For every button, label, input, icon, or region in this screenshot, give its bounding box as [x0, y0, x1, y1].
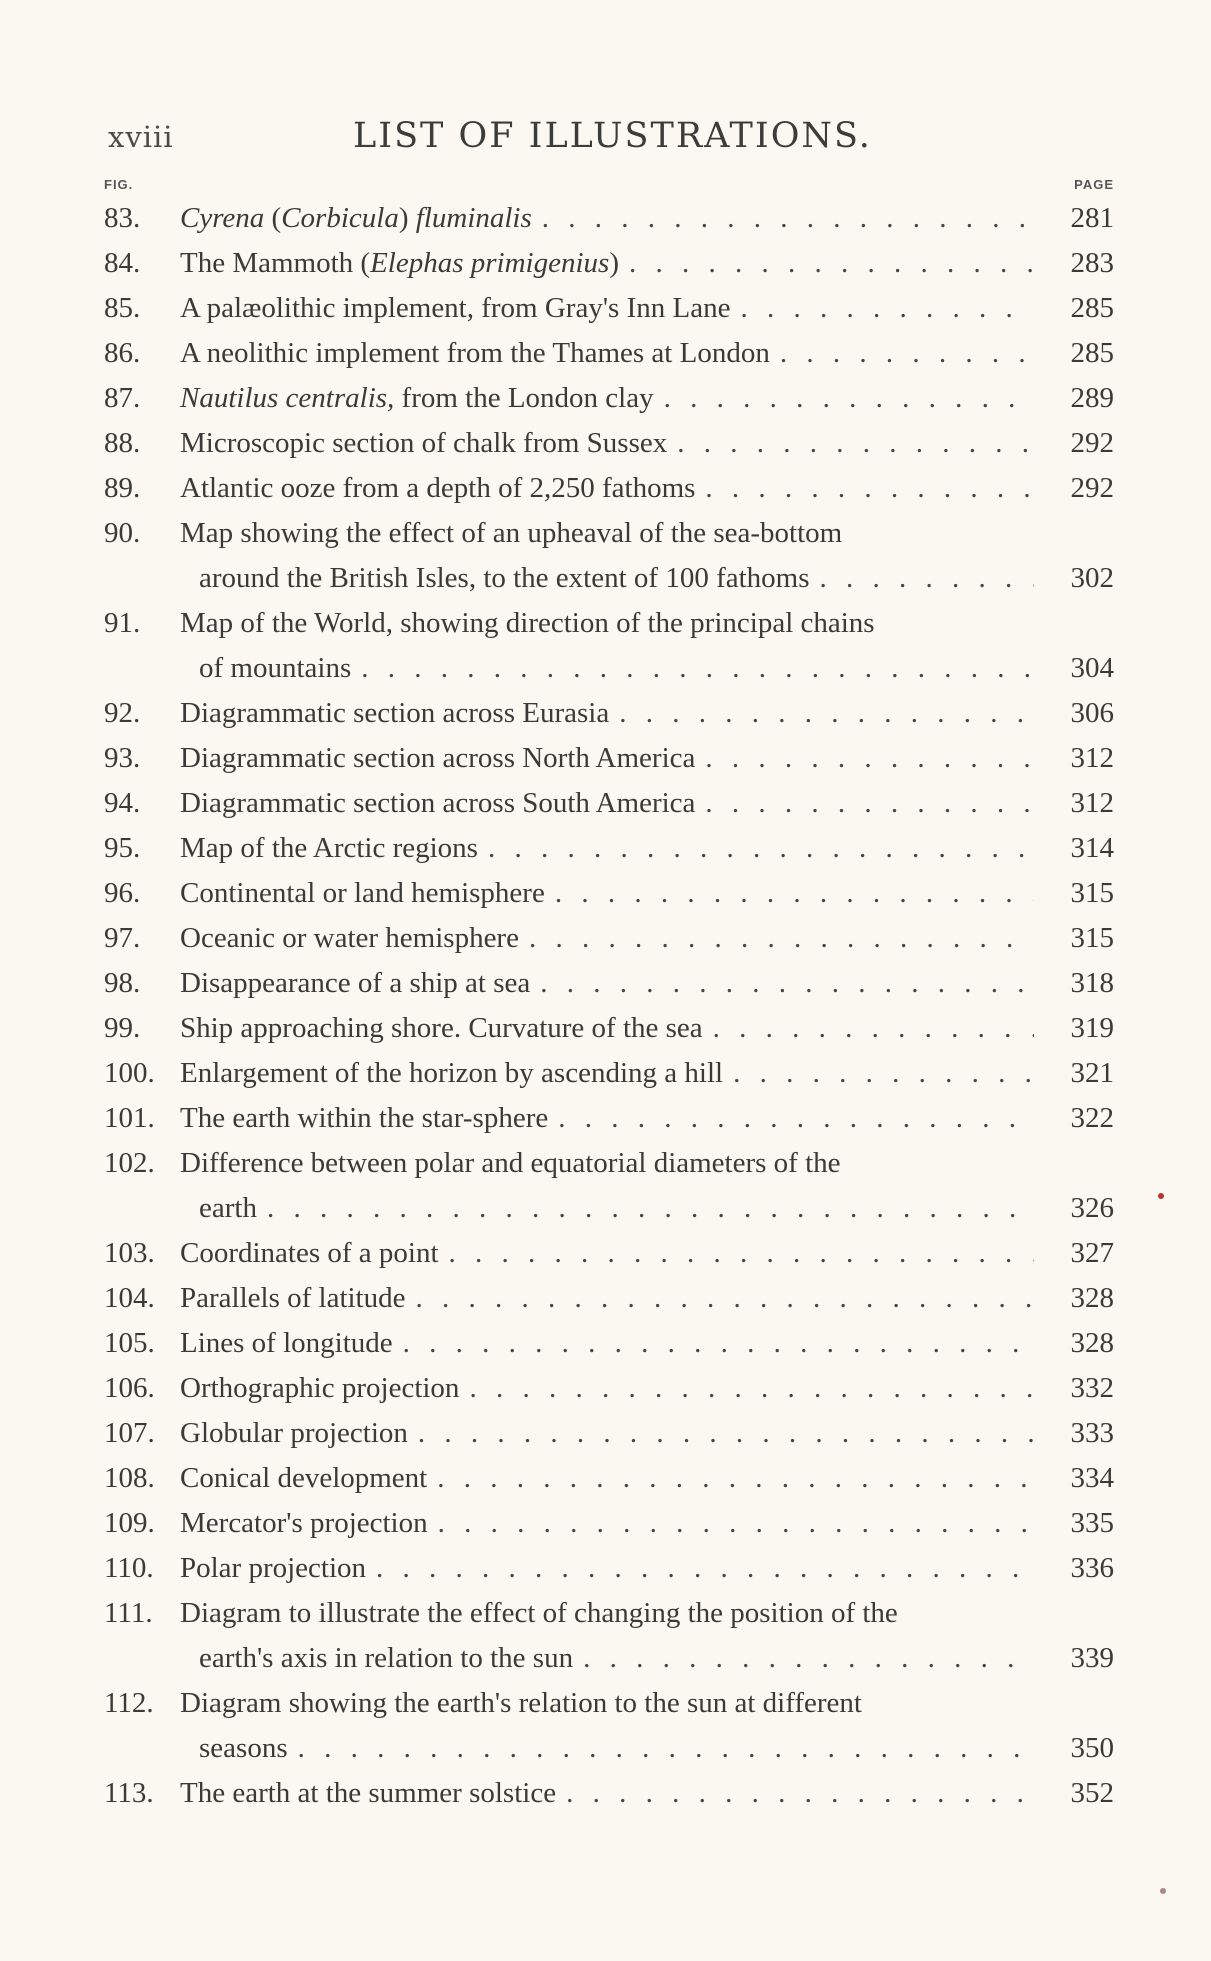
entry-line [104, 1501, 1114, 1546]
dot-leader [427, 1456, 1034, 1501]
dot-leader [573, 1636, 1034, 1681]
entry-line [104, 1366, 1114, 1411]
page-reference: 281 [1070, 202, 1114, 234]
entry-text-row [180, 241, 1114, 286]
entry-text-row [199, 1186, 1114, 1231]
entry-text-row [180, 691, 1114, 736]
entry-line [104, 1411, 1114, 1456]
list-item [104, 1501, 1114, 1546]
list-item [104, 1321, 1114, 1366]
ink-speck [1158, 1193, 1164, 1199]
figure-number: 97. [104, 922, 141, 954]
page-reference: 335 [1070, 1507, 1114, 1539]
dot-leader [257, 1186, 1034, 1231]
list-item [104, 1771, 1114, 1816]
list-item [104, 1141, 1114, 1231]
list-item [104, 1051, 1114, 1096]
entry-line [104, 1276, 1114, 1321]
dot-leader [654, 376, 1034, 421]
page-reference: 289 [1070, 382, 1114, 414]
figure-title: Diagrammatic section across Eurasia [180, 697, 610, 729]
figure-number: 112. [104, 1687, 154, 1719]
page-reference: 321 [1070, 1057, 1114, 1089]
entry-line [104, 1051, 1114, 1096]
page-reference: 283 [1070, 247, 1114, 279]
dot-leader [695, 781, 1034, 826]
page-reference: 319 [1070, 1012, 1114, 1044]
figure-number: 103. [104, 1237, 155, 1269]
entry-line [104, 1456, 1114, 1501]
dot-leader [609, 691, 1034, 736]
figure-title-continuation: of mountains [199, 652, 352, 684]
figure-number: 111. [104, 1597, 153, 1629]
figure-title: Map of the World, showing direction of the principal chains [180, 607, 875, 639]
entry-text-row [180, 421, 1114, 466]
page-reference: 318 [1070, 967, 1114, 999]
figure-number: 100. [104, 1057, 155, 1089]
page-reference: 339 [1070, 1642, 1114, 1674]
entry-text-row [180, 1681, 1114, 1726]
figure-title: Orthographic projection [180, 1372, 460, 1404]
entry-text-row [180, 781, 1114, 826]
list-item [104, 1006, 1114, 1051]
page-reference: 322 [1070, 1102, 1114, 1134]
list-item [104, 241, 1114, 286]
figure-number: 93. [104, 742, 141, 774]
figure-number: 96. [104, 877, 141, 909]
list-item [104, 466, 1114, 511]
entry-text-row [180, 1231, 1114, 1276]
list-item [104, 286, 1114, 331]
dot-leader [530, 961, 1034, 1006]
figure-title: A palæolithic implement, from Gray's Inn Lane [180, 292, 731, 324]
dot-leader [406, 1276, 1035, 1321]
figure-title: Diagram showing the earth's relation to the sun at different [180, 1687, 862, 1719]
figure-title: Conical development [180, 1462, 428, 1494]
entry-text-row [180, 916, 1114, 961]
entry-line [104, 1006, 1114, 1051]
list-item [104, 916, 1114, 961]
figure-title: Diagrammatic section across South America [180, 787, 696, 819]
figure-title: Diagram to illustrate the effect of changing the position of the [180, 1597, 898, 1629]
entry-text-row [180, 871, 1114, 916]
figure-number: 107. [104, 1417, 155, 1449]
entry-line [104, 331, 1114, 376]
list-item [104, 511, 1114, 601]
figure-title-part: ) [609, 247, 619, 279]
dot-leader [288, 1726, 1034, 1771]
entry-continuation-line [104, 646, 1114, 691]
entry-text-row [180, 1321, 1114, 1366]
list-item [104, 1366, 1114, 1411]
entry-line [104, 871, 1114, 916]
figure-title-continuation: seasons [199, 1732, 288, 1764]
page-reference: 334 [1070, 1462, 1114, 1494]
figure-number: 89. [104, 472, 141, 504]
entry-line [104, 286, 1114, 331]
entry-line [104, 601, 1114, 646]
entry-text-row [199, 556, 1114, 601]
list-item [104, 1546, 1114, 1591]
entry-text-row [199, 1726, 1114, 1771]
figure-title: Oceanic or water hemisphere [180, 922, 519, 954]
entry-line [104, 1681, 1114, 1726]
dot-leader [667, 421, 1034, 466]
figure-number: 91. [104, 607, 141, 639]
entry-text-row [180, 1366, 1114, 1411]
entry-text-row [180, 511, 1114, 556]
figure-number: 108. [104, 1462, 155, 1494]
running-head [108, 116, 998, 160]
dot-leader [810, 556, 1034, 601]
figure-number: 92. [104, 697, 141, 729]
entry-text-row [180, 331, 1114, 376]
entry-text-row [180, 1411, 1114, 1456]
figure-title: Microscopic section of chalk from Sussex [180, 427, 668, 459]
list-item [104, 961, 1114, 1006]
figure-number: 88. [104, 427, 141, 459]
figure-title: Ship approaching shore. Curvature of the sea [180, 1012, 703, 1044]
entry-text-row [180, 1456, 1114, 1501]
page-reference: 332 [1070, 1372, 1114, 1404]
dot-leader [556, 1771, 1034, 1816]
dot-leader [439, 1231, 1034, 1276]
entry-line [104, 1096, 1114, 1141]
list-item [104, 331, 1114, 376]
page-reference: 314 [1070, 832, 1114, 864]
figure-title-part: from the London clay [394, 382, 654, 414]
entry-continuation-line [104, 1636, 1114, 1681]
figure-number: 84. [104, 247, 141, 279]
page-reference: 312 [1070, 742, 1114, 774]
entry-text-row [180, 1591, 1114, 1636]
figure-title: Enlargement of the horizon by ascending a hill [180, 1057, 724, 1089]
list-item [104, 376, 1114, 421]
entry-text-row [180, 466, 1114, 511]
list-item [104, 1681, 1114, 1771]
figure-number: 90. [104, 517, 141, 549]
figure-title-part: ( [271, 202, 282, 234]
entry-text-row [180, 196, 1114, 241]
page-reference: 326 [1070, 1192, 1114, 1224]
page-reference: 312 [1070, 787, 1114, 819]
entry-text-row [180, 736, 1114, 781]
dot-leader [548, 1096, 1034, 1141]
fig-column-label: FIG. [104, 177, 134, 192]
figure-title-continuation: around the British Isles, to the extent of 100 fathoms [199, 562, 810, 594]
figure-title: Polar projection [180, 1552, 367, 1584]
page-title: LIST OF ILLUSTRATIONS. [353, 116, 872, 156]
figure-title: Map of the Arctic regions [180, 832, 478, 864]
dot-leader [351, 646, 1034, 691]
entry-text-row [180, 1141, 1114, 1186]
page-reference: 336 [1070, 1552, 1114, 1584]
entry-line [104, 826, 1114, 871]
figure-number: 98. [104, 967, 141, 999]
entry-text-row [180, 376, 1114, 421]
page-reference: 315 [1070, 922, 1114, 954]
entry-line [104, 466, 1114, 511]
entry-text-row [180, 1501, 1114, 1546]
column-headings [104, 177, 1114, 197]
figure-number: 99. [104, 1012, 141, 1044]
dot-leader [366, 1546, 1034, 1591]
figure-title-continuation: earth's axis in relation to the sun [199, 1642, 574, 1674]
entry-text-row [180, 1051, 1114, 1096]
entry-continuation-line [104, 556, 1114, 601]
entry-line [104, 691, 1114, 736]
list-item [104, 1456, 1114, 1501]
figure-number: 106. [104, 1372, 155, 1404]
figure-number: 110. [104, 1552, 154, 1584]
dot-leader [730, 286, 1034, 331]
entry-text-row [180, 961, 1114, 1006]
list-item [104, 691, 1114, 736]
figure-title: A neolithic implement from the Thames at London [180, 337, 770, 369]
entry-line [104, 961, 1114, 1006]
figure-title: Globular projection [180, 1417, 408, 1449]
entry-continuation-line [104, 1726, 1114, 1771]
figure-number: 94. [104, 787, 141, 819]
figure-title: Map showing the effect of an upheaval of the sea-bottom [180, 517, 843, 549]
page-reference: 306 [1070, 697, 1114, 729]
figure-title-part: ) [398, 202, 416, 234]
page-number: xviii [108, 120, 174, 154]
dot-leader [478, 826, 1034, 871]
figure-title: Continental or land hemisphere [180, 877, 545, 909]
figure-title-part: Corbicula [281, 202, 399, 234]
dot-leader [393, 1321, 1034, 1366]
entry-line [104, 1591, 1114, 1636]
figure-title-part: Cyrena [180, 202, 272, 234]
dot-leader [695, 736, 1034, 781]
figure-title-part: Nautilus centralis, [180, 382, 395, 414]
entry-text-row [180, 1771, 1114, 1816]
entry-line [104, 736, 1114, 781]
page-reference: 352 [1070, 1777, 1114, 1809]
list-item [104, 1231, 1114, 1276]
entry-line [104, 781, 1114, 826]
figure-title-continuation: earth [199, 1192, 257, 1224]
entry-text-row [180, 1546, 1114, 1591]
entry-line [104, 1231, 1114, 1276]
figure-number: 102. [104, 1147, 155, 1179]
entry-line [104, 376, 1114, 421]
figure-title [180, 241, 619, 286]
figure-number: 109. [104, 1507, 155, 1539]
figure-title-part: Elephas primigenius [370, 247, 610, 279]
page-reference: 285 [1070, 337, 1114, 369]
figure-title: The earth at the summer solstice [180, 1777, 557, 1809]
dot-leader [408, 1411, 1034, 1456]
figure-number: 101. [104, 1102, 155, 1134]
figure-title-part: fluminalis [415, 202, 532, 234]
figure-title [180, 196, 532, 241]
page-reference: 333 [1070, 1417, 1114, 1449]
entry-line [104, 916, 1114, 961]
entry-line [104, 196, 1114, 241]
figure-number: 86. [104, 337, 141, 369]
list-item [104, 1276, 1114, 1321]
list-item [104, 871, 1114, 916]
dot-leader [770, 331, 1034, 376]
page-reference: 328 [1070, 1327, 1114, 1359]
figure-title: The earth within the star-sphere [180, 1102, 549, 1134]
page-reference: 302 [1070, 562, 1114, 594]
figure-title: Mercator's projection [180, 1507, 428, 1539]
page-reference: 292 [1070, 427, 1114, 459]
entry-text-row [180, 601, 1114, 646]
figure-title-part: The Mammoth ( [180, 247, 371, 279]
dot-leader [619, 241, 1034, 286]
figure-title: Lines of longitude [180, 1327, 393, 1359]
page-reference: 292 [1070, 472, 1114, 504]
page-reference: 304 [1070, 652, 1114, 684]
dot-leader [723, 1051, 1034, 1096]
page-reference: 285 [1070, 292, 1114, 324]
figure-number: 105. [104, 1327, 155, 1359]
list-item [104, 601, 1114, 691]
dot-leader [532, 196, 1034, 241]
figure-number: 104. [104, 1282, 155, 1314]
figure-number: 95. [104, 832, 141, 864]
list-item [104, 736, 1114, 781]
entry-text-row [180, 1006, 1114, 1051]
dot-leader [519, 916, 1034, 961]
figure-title [180, 376, 654, 421]
entry-line [104, 1321, 1114, 1366]
figure-title: Parallels of latitude [180, 1282, 406, 1314]
figure-title: Difference between polar and equatorial diameters of the [180, 1147, 841, 1179]
entry-text-row [199, 646, 1114, 691]
list-item [104, 196, 1114, 241]
figure-title: Diagrammatic section across North America [180, 742, 696, 774]
page-reference: 350 [1070, 1732, 1114, 1764]
figure-number: 87. [104, 382, 141, 414]
list-item [104, 421, 1114, 466]
entry-line [104, 1141, 1114, 1186]
list-item [104, 1411, 1114, 1456]
dot-leader [545, 871, 1034, 916]
figure-number: 83. [104, 202, 141, 234]
ink-speck [1160, 1888, 1166, 1894]
list-item [104, 781, 1114, 826]
dot-leader [428, 1501, 1034, 1546]
entry-text-row [199, 1636, 1114, 1681]
figure-title: Disappearance of a ship at sea [180, 967, 531, 999]
entry-line [104, 1546, 1114, 1591]
list-item [104, 1591, 1114, 1681]
entry-text-row [180, 1096, 1114, 1141]
entry-continuation-line [104, 1186, 1114, 1231]
dot-leader [459, 1366, 1034, 1411]
figure-number: 85. [104, 292, 141, 324]
illustrations-list [104, 196, 1114, 1816]
entry-line [104, 1771, 1114, 1816]
dot-leader [703, 1006, 1034, 1051]
entry-line [104, 511, 1114, 556]
page-reference: 315 [1070, 877, 1114, 909]
entry-text-row [180, 286, 1114, 331]
dot-leader [695, 466, 1034, 511]
figure-title: Atlantic ooze from a depth of 2,250 fathoms [180, 472, 696, 504]
figure-number: 113. [104, 1777, 154, 1809]
entry-line [104, 241, 1114, 286]
entry-text-row [180, 1276, 1114, 1321]
entry-line [104, 421, 1114, 466]
page-reference: 327 [1070, 1237, 1114, 1269]
page-column-label: PAGE [1074, 177, 1114, 192]
list-item [104, 1096, 1114, 1141]
figure-title: Coordinates of a point [180, 1237, 439, 1269]
entry-text-row [180, 826, 1114, 871]
list-item [104, 826, 1114, 871]
page-reference: 328 [1070, 1282, 1114, 1314]
